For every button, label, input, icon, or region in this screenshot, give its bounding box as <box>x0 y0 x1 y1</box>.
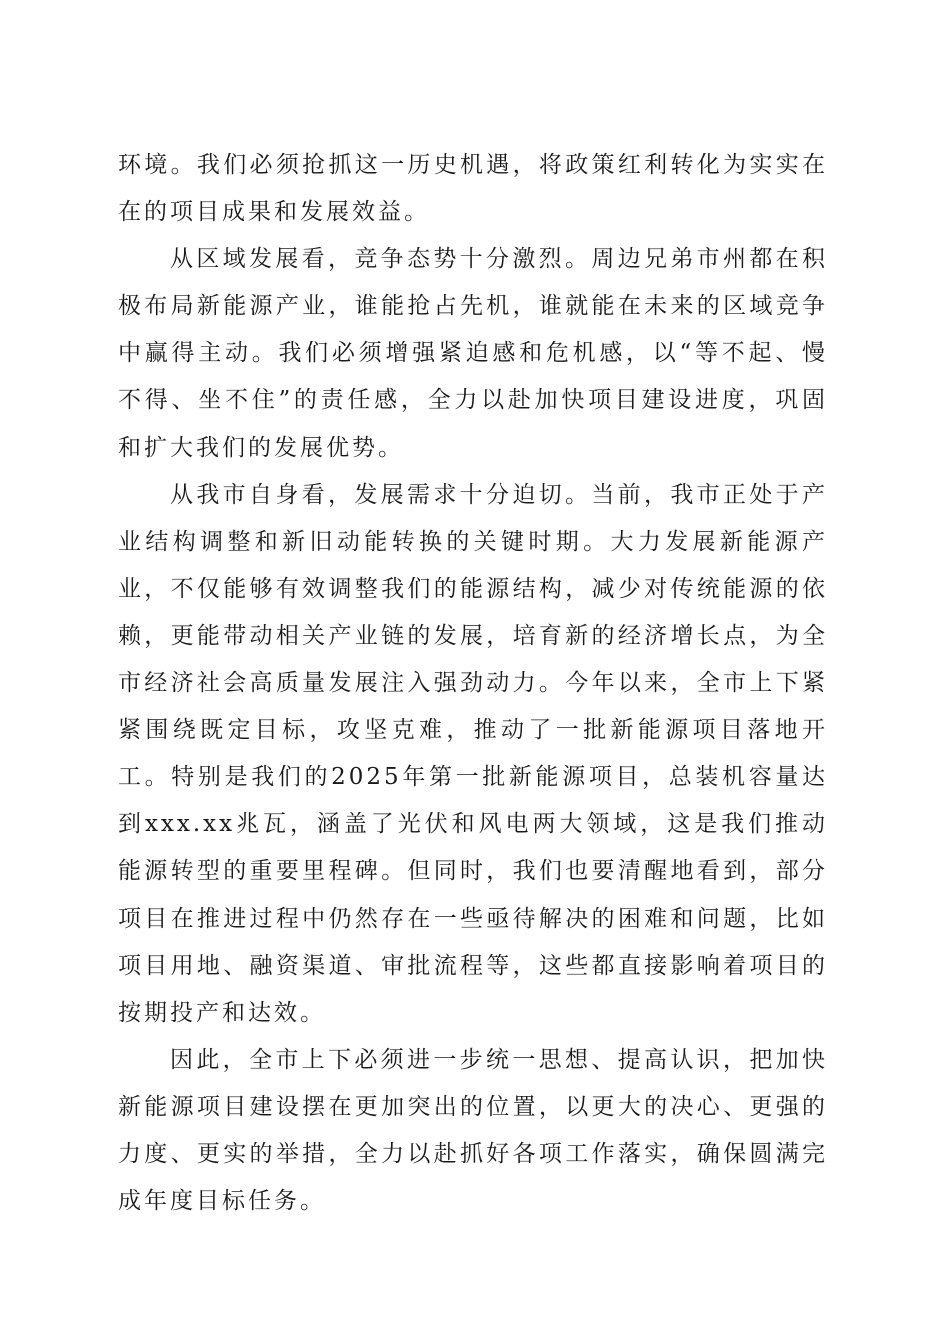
paragraph-1: 环境。我们必须抢抓这一历史机遇，将政策红利转化为实实在在的项目成果和发展效益。 <box>118 152 828 226</box>
paragraph-3: 从我市自身看，发展需求十分迫切。当前，我市正处于产业结构调整和新旧动能转换的关键时期。大力发展新能源产业，不仅能够有效调整我们的能源结构，减少对传统能源的依赖，更能带动相关产业链的发展，培育新的经济增长点，为全市经济社会高质量发展注入强劲动力。今年以来，全市上下紧紧围绕既定目标，攻坚克难，推动了一批新能源项目落地开工。特别是我们的2025年第一批新能源项目，总装机容量达到xxx.xx兆瓦，涵盖了光伏和风电两大领域，这是我们推动能源转型的重要里程碑。但同时，我们也要清醒地看到，部分项目在推进过程中仍然存在一些亟待解决的困难和问题，比如项目用地、融资渠道、审批流程等，这些都直接影响着项目的按期投产和达效。 <box>118 481 828 1026</box>
paragraph-4: 因此，全市上下必须进一步统一思想、提高认识，把加快新能源项目建设摆在更加突出的位置，以更大的决心、更强的力度、更实的举措，全力以赴抓好各项工作落实，确保圆满完成年度目标任务。 <box>118 1046 828 1215</box>
paragraph-2: 从区域发展看，竞争态势十分激烈。周边兄弟市州都在积极布局新能源产业，谁能抢占先机，谁就能在未来的区域竞争中赢得主动。我们必须增强紧迫感和危机感，以“等不起、慢不得、坐不住”的责任感，全力以赴加快项目建设进度，巩固和扩大我们的发展优势。 <box>118 246 828 461</box>
document-body <box>118 142 828 1225</box>
